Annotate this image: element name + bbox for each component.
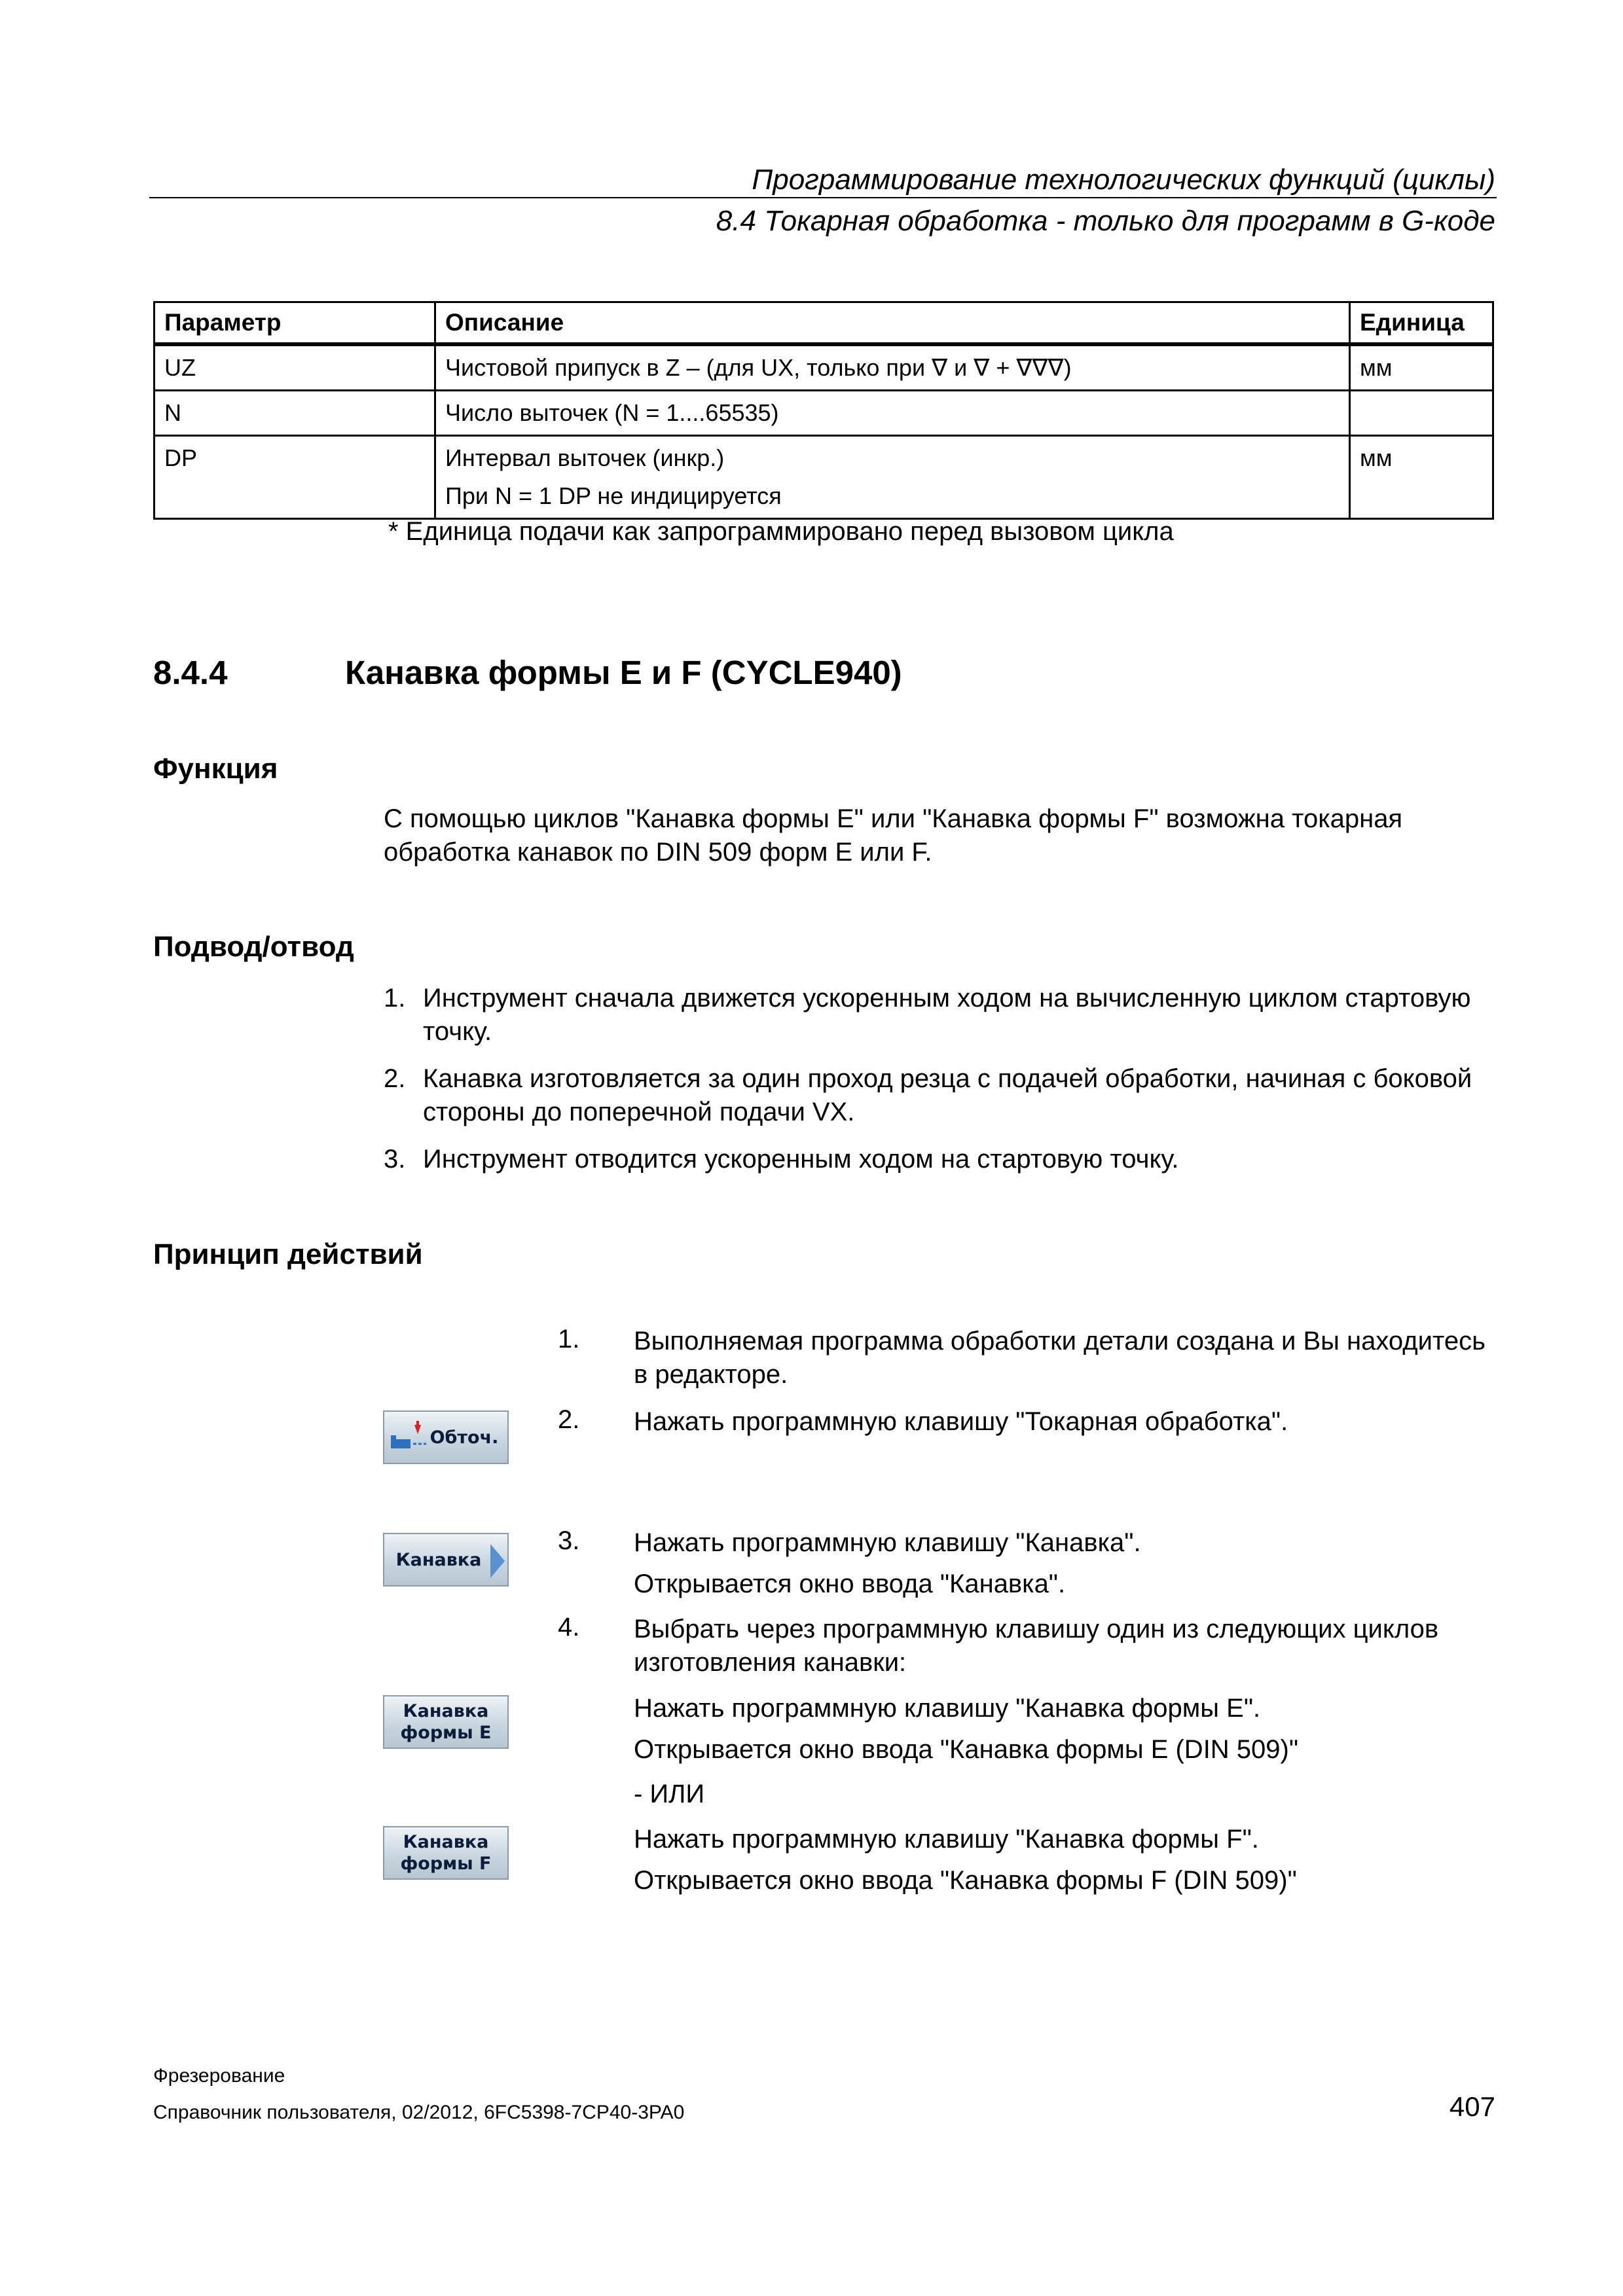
table-row (155, 436, 1493, 519)
turning-softkey[interactable] (383, 1410, 509, 1464)
function-heading: Функция (153, 753, 278, 785)
step-number: 3. (558, 1526, 580, 1555)
turning-icon (388, 1421, 428, 1456)
table-row (155, 391, 1493, 436)
step-text: Нажать программную клавишу "Канавка". (634, 1528, 1141, 1557)
softkey-label: Канавка (395, 1549, 482, 1570)
step-text: Нажать программную клавишу "Токарная обработка". (634, 1407, 1288, 1436)
unit-cell: мм (1350, 436, 1493, 519)
param-cell: DP (155, 436, 435, 519)
table-row (155, 344, 1493, 391)
softkey-label: Обточ. (429, 1427, 499, 1448)
softkey-label: формы E (400, 1723, 492, 1743)
desc-cell (435, 436, 1350, 519)
footer-product: Фрезерование (153, 2065, 285, 2087)
softkey-label: формы F (400, 1854, 492, 1874)
feed-unit-note: * Единица подачи как запрограммировано перед вызовом цикла (388, 517, 1174, 546)
running-header-chapter: Программирование технологических функций (циклы) (752, 164, 1495, 196)
desc-line: Интервал выточек (инкр.) (445, 444, 725, 471)
softkey-label: Канавка (403, 1832, 489, 1852)
section-number: 8.4.4 (153, 654, 228, 691)
step-text: Открывается окно ввода "Канавка формы E (DIN 509)" (634, 1735, 1299, 1764)
page-number: 407 (1449, 2091, 1495, 2122)
list-number: 3. (384, 1145, 406, 1174)
table-header-param: Параметр (155, 302, 435, 345)
unit-cell: мм (1350, 344, 1493, 391)
table-header-row (155, 302, 1493, 345)
step-text: Открывается окно ввода "Канавка". (634, 1570, 1066, 1598)
step-text: Открывается окно ввода "Канавка формы F (DIN 509)" (634, 1866, 1297, 1895)
approach-heading: Подвод/отвод (153, 931, 354, 963)
step-number: 1. (558, 1325, 580, 1354)
step-text: Выбрать через программную клавишу один из следующих циклов изготовления канавки: (634, 1615, 1439, 1677)
param-cell: N (155, 391, 435, 436)
table-header-unit: Единица (1350, 302, 1493, 345)
function-text: С помощью циклов "Канавка формы E" или "Канавка формы F" возможна токарная обработка канавок по DIN 509 форм E или F. (384, 804, 1403, 867)
list-text: Канавка изготовляется за один проход резца с подачей обработки, начиная с боковой стороны до поперечной подачи VX. (423, 1064, 1472, 1126)
step-number: 4. (558, 1613, 580, 1641)
table-header-desc: Описание (435, 302, 1350, 345)
procedure-heading: Принцип действий (153, 1238, 423, 1270)
desc-line: При N = 1 DP не индицируется (445, 482, 782, 509)
desc-cell (435, 391, 1350, 436)
softkey-label: Канавка (403, 1701, 489, 1721)
groove-form-f-softkey[interactable] (383, 1826, 509, 1880)
groove-softkey[interactable] (383, 1533, 509, 1587)
list-number: 1. (384, 984, 406, 1013)
desc-cell (435, 344, 1350, 391)
desc-line: Чистовой припуск в Z – (для UX, только при ∇ и ∇ + ∇∇∇) (445, 354, 1072, 381)
section-title: Канавка формы E и F (CYCLE940) (345, 654, 902, 691)
list-text: Инструмент отводится ускоренным ходом на стартовую точку. (423, 1145, 1179, 1174)
step-text: Нажать программную клавишу "Канавка формы E". (634, 1694, 1261, 1723)
list-text: Инструмент сначала движется ускоренным ходом на вычисленную циклом стартовую точку. (423, 984, 1471, 1046)
header-rule (149, 197, 1497, 198)
arrow-right-icon (490, 1544, 505, 1578)
step-text: Нажать программную клавишу "Канавка формы F". (634, 1825, 1259, 1854)
groove-form-e-softkey[interactable] (383, 1695, 509, 1749)
step-text: Выполняемая программа обработки детали создана и Вы находитесь в редакторе. (634, 1327, 1486, 1389)
parameter-table (153, 301, 1494, 520)
desc-line: Число выточек (N = 1....65535) (445, 399, 779, 426)
list-number: 2. (384, 1064, 406, 1093)
step-number: 2. (558, 1405, 580, 1434)
unit-cell (1350, 391, 1493, 436)
footer-manual: Справочник пользователя, 02/2012, 6FC5398-7CP40-3PA0 (153, 2102, 685, 2123)
running-header-section: 8.4 Токарная обработка - только для программ в G-коде (716, 205, 1495, 237)
param-cell: UZ (155, 344, 435, 391)
step-text-or: - ИЛИ (634, 1780, 705, 1808)
